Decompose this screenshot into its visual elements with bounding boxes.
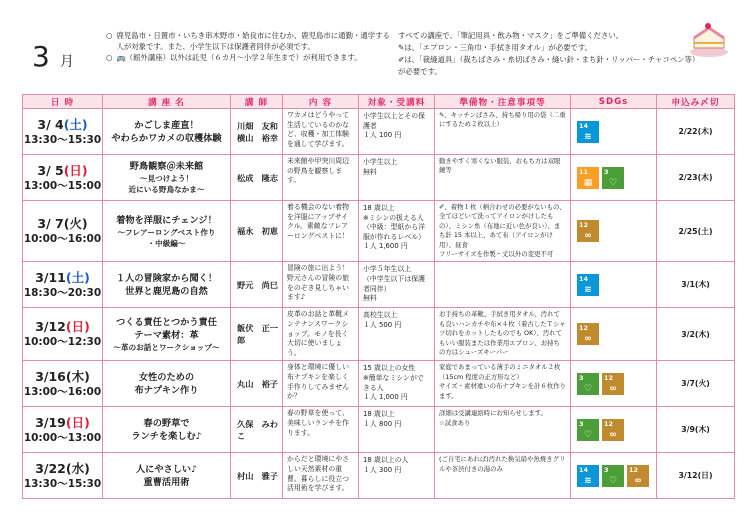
teacher-cell <box>231 109 283 155</box>
deadline-cell: 3/9(木) <box>657 407 735 453</box>
target-fee-cell: 15 歳以上の女性 ※簡単なミシンができる人 １人 1,000 円 <box>359 361 435 407</box>
course-title-line: 女性のための <box>138 371 195 383</box>
sdg-goal-14-icon: 14 ≋ <box>577 465 599 487</box>
sdg-goal-11-icon: 11 ▦ <box>577 167 599 189</box>
course-title-line: かごしま産直！ <box>134 119 199 131</box>
course-title-line: 野鳥観察＠未来館 <box>129 161 204 172</box>
deadline-cell: 3/12(日) <box>657 453 735 499</box>
month-number: 3 <box>32 40 50 73</box>
date-cell <box>23 201 103 262</box>
teacher-cell <box>231 155 283 201</box>
target-fee-cell: 小学生以上 無料 <box>359 155 435 201</box>
date-cell <box>23 155 103 201</box>
sdgs-cell <box>571 201 657 262</box>
content-cell: 皮革のお話と革靴メンテナンスワークショップ。モノを長く大切に使いましょう。 <box>283 308 359 361</box>
preparation-cell: 動きやすく寒くない服装、おもち方は双眼鏡等 <box>435 155 571 201</box>
content-cell: 春の野草を使って、美味しいランチを作ります。 <box>283 407 359 453</box>
sdgs-cell <box>571 453 657 499</box>
date: 3/11 <box>35 269 66 285</box>
column-header: 準備物・注意事項等 <box>435 95 571 109</box>
notes-left <box>106 30 396 63</box>
course-title-line: 春の野草で <box>143 417 190 429</box>
column-header: 対象・受講料 <box>359 95 435 109</box>
column-header: SDGs <box>571 95 657 109</box>
column-header: 講 師 <box>231 95 283 109</box>
date-cell <box>23 407 103 453</box>
course-subtitle-line: ～フレアーロングベスト作り <box>117 227 216 237</box>
column-header: 講 座 名 <box>103 95 231 109</box>
deadline-cell: 2/22(木) <box>657 109 735 155</box>
weekday: (日) <box>63 162 88 178</box>
teacher-cell <box>231 407 283 453</box>
course-title-line: ランチを楽しむ♪ <box>131 430 202 442</box>
course-title-cell <box>103 407 231 453</box>
schedule-table <box>22 94 735 499</box>
content-cell: からだと環境にやさしい天然素材の重曹。暮らしに役立つ活用術を学びます。 <box>283 453 359 499</box>
course-title-cell <box>103 262 231 308</box>
table-row <box>23 453 735 499</box>
sdgs-cell <box>571 155 657 201</box>
sdgs-cell <box>571 407 657 453</box>
teacher-cell <box>231 308 283 361</box>
sdg-goal-12-icon: 12 ∞ <box>577 220 599 242</box>
target-fee-cell: 18 歳以上 １人 800 円 <box>359 407 435 453</box>
deadline-cell: 2/23(木) <box>657 155 735 201</box>
date-cell <box>23 109 103 155</box>
date-cell <box>23 262 103 308</box>
weekday: (水) <box>65 460 90 476</box>
table-row <box>23 407 735 453</box>
deadline-cell: 3/2(木) <box>657 308 735 361</box>
sdg-goal-3-icon: 3 ♡ <box>602 167 624 189</box>
weekday: (土) <box>63 116 88 132</box>
course-title-cell <box>103 308 231 361</box>
sdg-goal-3-icon: 3 ♡ <box>577 419 599 441</box>
note-item: すべての講座で、「筆記用具・飲み物・マスク」をご準備ください。 <box>398 31 624 40</box>
date: 3/ 7 <box>37 216 64 232</box>
content-cell: 冒険の旅に出よう！野元さんの冒険の旅をのぞき見しちゃいます♪ <box>283 262 359 308</box>
course-title-line: １人の冒険家から聞く！ <box>115 272 218 284</box>
deadline-cell: 3/1(木) <box>657 262 735 308</box>
sdgs-cell <box>571 262 657 308</box>
content-cell: 未来館や甲突川周辺の野鳥を観察します。 <box>283 155 359 201</box>
teacher-name: 福永 初恵 <box>237 226 278 237</box>
note-item: ○ 鹿児島市・日置市・いちき串木野市・姶良市に住むか、鹿児島市に通勤・通学する人が対象です。また、小学生以下は保護者同伴が必須です。 <box>106 31 390 51</box>
table-row <box>23 262 735 308</box>
note-item: ✎は、「エプロン・三角巾・手拭き用タオル」が必要です。 <box>398 43 593 52</box>
date: 3/12 <box>35 319 66 335</box>
month-suffix: 月 <box>59 54 74 70</box>
course-title-line: やわらかワカメの収穫体験 <box>111 132 222 144</box>
preparation-cell: ✎、キッチンばさみ、持ち帰り用の袋（二重にするため２枚以上） <box>435 109 571 155</box>
time: 10:00～13:00 <box>23 431 102 444</box>
content-cell: 着る機会のない着物を洋服にアップサイクル。素敵なフレアーロングベストに！ <box>283 201 359 262</box>
table-row <box>23 155 735 201</box>
course-title-cell <box>103 361 231 407</box>
target-fee-cell: 小学生以上とその保護者 １人 100 円 <box>359 109 435 155</box>
sdg-goal-3-icon: 3 ♡ <box>602 465 624 487</box>
sdg-goal-12-icon: 12 ∞ <box>602 373 624 395</box>
table-row <box>23 361 735 407</box>
sdg-goal-12-icon: 12 ∞ <box>602 419 624 441</box>
sdg-goal-14-icon: 14 ≋ <box>577 121 599 143</box>
date: 3/ 4 <box>37 116 64 132</box>
time: 10:00～12:30 <box>23 336 102 349</box>
course-title-cell <box>103 453 231 499</box>
teacher-cell <box>231 201 283 262</box>
course-title-line: テーマ素材：革 <box>134 329 199 341</box>
table-header-row <box>23 95 735 109</box>
weekday: (木) <box>65 368 90 384</box>
course-title-line: 人にやさしい♪ <box>136 463 197 475</box>
course-subtitle-line: ～革のお話とワークショップ～ <box>113 342 220 352</box>
table-row <box>23 308 735 361</box>
teacher-name: 横山 裕幸 <box>237 132 278 143</box>
sdgs-cell <box>571 308 657 361</box>
teacher-name: 川畑 友和 <box>237 120 278 131</box>
course-title-line: 世界と鹿児島の自然 <box>125 285 208 297</box>
target-fee-cell: 18 歳以上の人 １人 300 円 <box>359 453 435 499</box>
teacher-name: 野元 尚巳 <box>237 279 278 290</box>
preparation-cell: ✐、着物１枚（柄合わせの必要がないもの、全てほどいて洗ってアイロンがけしたもの）、ミシン糸（布地に近い色が良い）、まち針 15 本以上、あて布（アイロンがけ用）、昼食 フリーサイズを作製・丈以外の変更不可 <box>435 201 571 262</box>
teacher-name: 松成 隆志 <box>237 172 278 183</box>
course-title-cell <box>103 201 231 262</box>
target-fee-cell: 18 歳以上 ※ミシンの扱える人 （中級：型紙から洋服が作れるレベル） １人 1,600 円 <box>359 201 435 262</box>
sdg-goal-12-icon: 12 ∞ <box>627 465 649 487</box>
month-heading <box>32 40 74 73</box>
target-fee-cell: 小学５年生以上 （中学生以下は保護者同伴） 無料 <box>359 262 435 308</box>
teacher-cell <box>231 453 283 499</box>
date: 3/19 <box>35 414 66 430</box>
content-cell: ワカメはどうやって生活しているのかなど、収穫・加工体験を通して学びます。 <box>283 109 359 155</box>
sdgs-cell <box>571 109 657 155</box>
column-header: 申込み〆切 <box>657 95 735 109</box>
course-title-line: 布ナプキン作り <box>134 384 199 396</box>
sdg-goal-14-icon: 14 ≋ <box>577 274 599 296</box>
course-title-cell <box>103 109 231 155</box>
course-title-line: 重曹活用術 <box>143 476 190 488</box>
weekday: (日) <box>65 414 90 430</box>
column-header: 内 容 <box>283 95 359 109</box>
date-cell <box>23 361 103 407</box>
time: 10:00～16:00 <box>23 233 102 246</box>
deadline-cell: 2/25(土) <box>657 201 735 262</box>
course-subtitle-line: ・中級編～ <box>147 238 186 248</box>
course-title-line: 着物を洋服にチェンジ！ <box>116 214 217 226</box>
preparation-cell: お手持ちの革靴、手拭き用タオル、汚れても良いハンカチや布×４枚（着古したＴシャツ切れをカットしたものでも OK）、汚れてもいい服装または作業用エプロン、お持ちの方はシューズキーパー <box>435 308 571 361</box>
time: 13:00～15:00 <box>23 179 102 192</box>
weekday: (日) <box>65 319 90 335</box>
date: 3/ 5 <box>37 162 64 178</box>
sdg-goal-12-icon: 12 ∞ <box>577 323 599 345</box>
note-item: ✐は、「裁縫道具」（裁ちばさみ・糸切ばさみ・縫い針・まち針・リッパー・チャコペン等）が必要です。 <box>398 55 696 76</box>
note-item: ○ 🚌（館外講座）以外は託児（６カ月〜小学２年生まで）が利用できます。 <box>106 53 362 62</box>
table-row <box>23 201 735 262</box>
sdgs-cell <box>571 361 657 407</box>
time: 13:30～15:30 <box>23 133 102 146</box>
notes-right <box>398 30 698 78</box>
teacher-cell <box>231 361 283 407</box>
teacher-name: 丸山 裕子 <box>237 378 278 389</box>
teacher-name: 久保 みわこ <box>237 418 278 441</box>
target-fee-cell: 高校生以上 １人 500 円 <box>359 308 435 361</box>
teacher-name: 飯伏 正一郎 <box>237 323 278 346</box>
time: 18:30～20:30 <box>23 286 102 299</box>
preparation-cell: (ご自宅にあれば)汚れた換気扇や魚焼きグリルや茶渋付きの湯のみ <box>435 453 571 499</box>
weekday: (土) <box>65 269 90 285</box>
course-subtitle-line: ～見つけよう！ <box>139 174 194 183</box>
sdg-goal-3-icon: 3 ♡ <box>577 373 599 395</box>
course-title-line: つくる責任とつかう責任 <box>116 316 217 328</box>
time: 13:00～16:00 <box>23 385 102 398</box>
time: 13:30～15:30 <box>23 477 102 490</box>
course-subtitle-line: 近にいる野鳥なかま～ <box>128 185 205 194</box>
teacher-cell <box>231 262 283 308</box>
preparation-cell: 詳細は受講連絡時にお知らせします。 ☆試食あり <box>435 407 571 453</box>
course-title-cell <box>103 155 231 201</box>
table-row <box>23 109 735 155</box>
deadline-cell: 3/7(火) <box>657 361 735 407</box>
preparation-cell <box>435 262 571 308</box>
content-cell: 身体と環境に優しい布ナプキンを楽しく手作りしてみませんか？ <box>283 361 359 407</box>
date-cell <box>23 453 103 499</box>
column-header: 日 時 <box>23 95 103 109</box>
date: 3/22 <box>35 460 66 476</box>
weekday: (火) <box>63 216 88 232</box>
date: 3/16 <box>35 368 66 384</box>
cake-illustration-icon <box>688 20 730 58</box>
teacher-name: 村山 雅子 <box>237 470 278 481</box>
preparation-cell: 家庭であまっている薄手のミニタオル２枚（15cm 程度の正方形など） サイズ・素材違いの布ナプキンを計６枚作ります。 <box>435 361 571 407</box>
date-cell <box>23 308 103 361</box>
